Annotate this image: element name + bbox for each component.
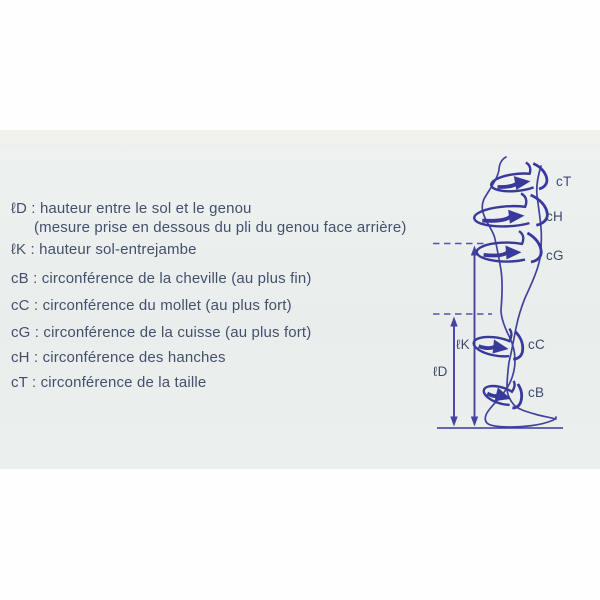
definition-text: circonférence des hanches xyxy=(42,349,226,366)
hips-label: cH xyxy=(546,209,563,224)
definition-cg xyxy=(11,323,311,342)
definition-separator: : xyxy=(30,324,44,341)
ankle-label: cB xyxy=(528,385,545,400)
definition-text: circonférence du mollet (au plus fort) xyxy=(42,297,292,314)
circumference-arrow-shaft xyxy=(479,344,495,350)
definition-key: cT xyxy=(11,374,28,391)
definition-text: hauteur entre le sol et le genou xyxy=(39,200,252,217)
ld-label: ℓD xyxy=(433,364,448,379)
thigh-circumference-marker xyxy=(477,231,542,262)
definition-text: hauteur sol-entrejambe xyxy=(39,241,197,258)
thigh-label: cG xyxy=(546,248,564,263)
lk-label: ℓK xyxy=(456,337,470,352)
leg-measurement-diagram xyxy=(425,148,593,440)
circumference-arrowhead-icon xyxy=(514,174,531,190)
circumference-right-arc xyxy=(527,233,541,262)
definition-text: circonférence de la cuisse (au plus fort) xyxy=(43,324,312,341)
definition-cb xyxy=(11,269,312,288)
circumference-arrowhead-icon xyxy=(508,209,525,224)
definition-separator: : xyxy=(26,241,40,258)
definition-separator: : xyxy=(29,349,43,366)
circumference-arrow-shaft xyxy=(497,184,517,188)
waist-label: cT xyxy=(556,174,572,189)
definition-text: circonférence de la cheville (au plus fin) xyxy=(41,270,312,287)
definition-key: cH xyxy=(11,349,30,366)
circumference-arc xyxy=(477,231,525,261)
definition-key: cB xyxy=(11,270,29,287)
definition-cc xyxy=(11,296,292,315)
definition-key: ℓK xyxy=(11,241,27,258)
calf-label: cC xyxy=(528,337,545,352)
definition-ct xyxy=(11,373,206,392)
definition-ld xyxy=(11,199,252,218)
circumference-arrowhead-icon xyxy=(506,246,522,260)
circumference-arrow-shaft xyxy=(484,252,508,255)
definition-separator: : xyxy=(28,270,42,287)
definition-separator: : xyxy=(27,374,41,391)
definition-ch xyxy=(11,348,226,367)
definition-ld-note: (mesure prise en dessous du pli du genou face arrière) xyxy=(34,219,407,236)
circumference-arrowhead-icon xyxy=(492,340,510,357)
definition-separator: : xyxy=(29,297,43,314)
definition-key: cC xyxy=(11,297,30,314)
definition-key: cG xyxy=(11,324,31,341)
ld-height-arrow xyxy=(450,317,457,427)
definition-key: ℓD xyxy=(11,200,27,217)
circumference-right-arc xyxy=(533,162,548,189)
circumference-arc xyxy=(473,193,529,228)
lk-height-arrow xyxy=(471,246,478,427)
definition-separator: : xyxy=(26,200,40,217)
calf-circumference-marker xyxy=(472,323,526,360)
circumference-right-arc xyxy=(510,384,525,410)
definition-lk xyxy=(11,240,197,259)
definition-text: circonférence de la taille xyxy=(40,374,207,391)
circumference-arrow-shaft xyxy=(482,216,511,221)
